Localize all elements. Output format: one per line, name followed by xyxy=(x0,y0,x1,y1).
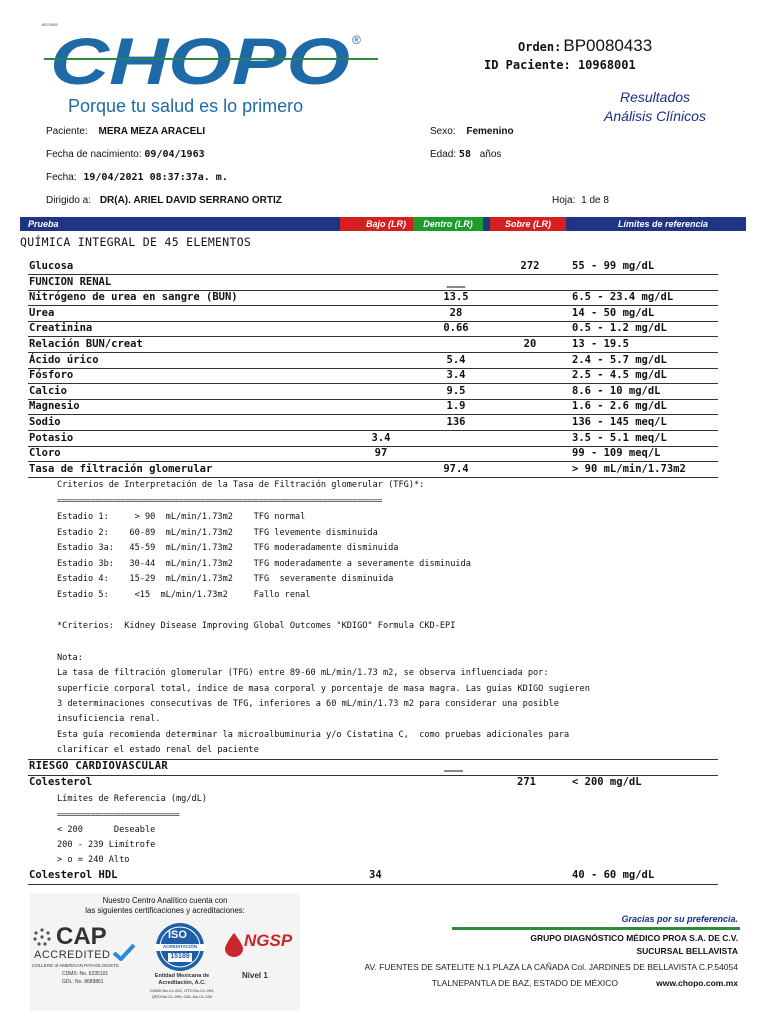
cert-intro xyxy=(30,896,300,916)
cholesterol-note-line: > o = 240 Alto xyxy=(57,855,130,865)
cap-gdl: GDL: No. 8689861 xyxy=(62,979,104,985)
registered-mark: ® xyxy=(352,33,361,47)
order-number: BP0080433 xyxy=(563,36,653,55)
sex-row xyxy=(430,126,514,137)
ngsp-name: NGSP xyxy=(244,931,293,950)
result-row xyxy=(29,338,719,353)
date-row xyxy=(46,172,228,183)
age-unit: años xyxy=(479,149,502,160)
tfg-note-line: Estadio 5: <15 mL/min/1.73m2 Fallo renal xyxy=(57,590,311,600)
doctor-name: DR(A). ARIEL DAVID SERRANO ORTIZ xyxy=(99,195,282,206)
age-label: Edad: xyxy=(430,149,457,160)
document-code: 6570099 xyxy=(42,22,58,27)
cholesterol-note-line: Límites de Referencia (mg/dL) xyxy=(57,794,208,804)
value-dentro: 136 xyxy=(446,416,466,428)
dob-row xyxy=(46,149,205,160)
result-row xyxy=(29,354,719,369)
row-divider xyxy=(28,414,718,415)
cholesterol-note-line: < 200 Deseable xyxy=(57,825,156,835)
value-sobre: 271 xyxy=(517,776,536,788)
row-divider xyxy=(28,461,718,462)
result-row xyxy=(29,260,719,275)
test-name: Calcio xyxy=(29,385,67,397)
iso-small-line2: QRO:No.CL-095, GDL:No.CL-030 xyxy=(151,993,213,999)
header-dentro: Dentro (LR) xyxy=(413,217,483,231)
order-block xyxy=(518,36,652,56)
tfg-note-line: Estadio 4: 15-29 mL/min/1.73m2 TFG severamente disminuida xyxy=(57,574,394,584)
test-name: Tasa de filtración glomerular xyxy=(29,463,213,475)
value-dentro: 3.4 xyxy=(446,369,466,381)
row-divider xyxy=(28,336,718,337)
patient-name-row xyxy=(46,126,205,137)
result-row xyxy=(29,291,719,306)
reference-range: 0.5 - 1.2 mg/dL xyxy=(572,322,667,334)
tfg-note-line: clarificar el estado renal del paciente xyxy=(57,745,259,755)
reference-range: 2.4 - 5.7 mg/dL xyxy=(572,354,667,366)
chopo-logo-mark xyxy=(44,26,378,96)
value-dentro: 0.66 xyxy=(443,322,469,334)
test-name: Urea xyxy=(29,307,55,319)
results-title-line2: Análisis Clínicos xyxy=(604,108,706,124)
results-header-bar xyxy=(20,217,746,231)
reference-range: 40 - 60 mg/dL xyxy=(572,869,655,881)
ngsp-level: Nivel 1 xyxy=(242,971,268,980)
branch-name: SUCURSAL BELLAVISTA xyxy=(636,946,738,956)
header-prueba: Prueba xyxy=(28,219,59,229)
row-divider xyxy=(28,305,718,306)
header-sobre: Sobre (LR) xyxy=(490,217,566,231)
iso-number: 15189 xyxy=(170,953,190,960)
value-sobre: 20 xyxy=(523,338,537,350)
test-name: Cloro xyxy=(29,447,61,459)
logo-tagline: Porque tu salud es lo primero xyxy=(68,96,304,116)
results-title-line1: Resultados xyxy=(619,89,691,105)
value-dentro: 9.5 xyxy=(446,385,466,397)
age-value: 58 xyxy=(458,149,471,160)
divider-line xyxy=(28,884,718,885)
test-name: Glucosa xyxy=(29,260,74,272)
reference-range: 55 - 99 mg/dL xyxy=(572,260,655,272)
result-row xyxy=(29,276,719,291)
result-row xyxy=(29,416,719,431)
result-row xyxy=(29,307,719,322)
dob-value: 09/04/1963 xyxy=(144,149,205,160)
sex-label: Sexo: xyxy=(430,126,456,137)
page-row xyxy=(552,195,609,206)
city-text: TLALNEPANTLA DE BAZ, ESTADO DE MÉXICO xyxy=(431,978,618,988)
header-bajo: Bajo (LR) xyxy=(340,217,432,231)
reference-range: 2.5 - 4.5 mg/dL xyxy=(572,369,667,381)
reference-range: 136 - 145 meq/L xyxy=(572,416,667,428)
logo-brand-text: CHOPO xyxy=(50,26,350,96)
value-dentro: 97.4 xyxy=(443,463,469,475)
cert-intro-line2: las siguientes certificaciones y acreditaciones: xyxy=(85,906,245,915)
tfg-note-line: Estadio 2: 60-89 mL/min/1.73m2 TFG levemente disminuida xyxy=(57,528,378,538)
cap-dots-icon xyxy=(32,927,52,947)
value-dentro: 5.4 xyxy=(446,354,466,366)
ngsp-drop-icon xyxy=(222,931,246,957)
cap-cdmx: CDMX: No. 6235101 xyxy=(62,971,109,977)
company-name: GRUPO DIAGNÓSTICO MÉDICO PROA S.A. DE C.V. xyxy=(530,933,738,943)
test-name: FUNCION RENAL xyxy=(29,276,112,288)
test-name: Colesterol xyxy=(29,776,93,788)
cert-intro-line1: Nuestro Centro Analítico cuenta con xyxy=(102,896,228,905)
row-divider xyxy=(28,477,718,478)
cholesterol-note-line: 200 - 239 Limítrofe xyxy=(57,840,156,850)
result-row xyxy=(29,322,719,337)
patient-name: MERA MEZA ARACELI xyxy=(98,126,206,137)
result-row xyxy=(29,447,719,462)
reference-range: 13 - 19.5 xyxy=(572,338,629,350)
result-row xyxy=(29,385,719,400)
tfg-note-line: *Criterios: Kidney Disease Improving Global Outcomes "KDIGO" Formula CKD-EPI xyxy=(57,621,456,631)
result-row-hdl xyxy=(29,869,719,884)
iso-top: ISO xyxy=(168,929,187,941)
test-name: Sodio xyxy=(29,416,61,428)
reference-range: > 90 mL/min/1.73m2 xyxy=(572,463,686,475)
order-label: Orden: xyxy=(518,40,562,54)
reference-range: 8.6 - 10 mg/dL xyxy=(572,385,661,397)
patient-id-block xyxy=(484,58,636,72)
doctor-label: Dirigido a: xyxy=(46,195,92,206)
tfg-note-line: Criterios de Interpretación de la Tasa de Filtración glomerular (TFG)*: xyxy=(57,480,425,490)
iso-caption-line2: Acreditación, A.C. xyxy=(158,980,206,986)
test-name: Relación BUN/creat xyxy=(29,338,143,350)
tfg-note-line: La tasa de filtración glomerular (TFG) entre 89-60 mL/min/1.73 m2, se observa influenciada por: xyxy=(57,668,549,678)
value-sobre: 272 xyxy=(520,260,540,272)
reference-range: 6.5 - 23.4 mg/dL xyxy=(572,291,674,303)
result-row xyxy=(29,400,719,415)
iso-caption xyxy=(142,973,222,987)
section-riesgo: RIESGO CARDIOVASCULAR xyxy=(29,760,169,772)
page-label: Hoja: xyxy=(552,195,576,206)
tfg-note-line: Esta guía recomienda determinar la microalbuminuria y/o Cistatina C, como pruebas adicionales para xyxy=(57,730,570,740)
sex-value: Femenino xyxy=(466,126,514,137)
dob-label: Fecha de nacimiento: xyxy=(46,149,142,160)
tfg-note-line: Nota: xyxy=(57,653,83,663)
tfg-note-line: insuficiencia renal. xyxy=(57,714,161,724)
thanks-text: Gracias por su preferencia. xyxy=(621,914,738,924)
checkmark-icon xyxy=(112,943,136,961)
reference-range: 1.6 - 2.6 mg/dL xyxy=(572,400,667,412)
row-divider xyxy=(28,352,718,353)
age-row xyxy=(430,149,501,160)
patient-id-label: ID Paciente: xyxy=(484,58,571,72)
date-value: 19/04/2021 08:37:37a. m. xyxy=(83,172,228,183)
tfg-note-line: 3 determinaciones consecutivas de TFG, inferiores a 60 mL/min/1.73 m2 para considerar una posible xyxy=(57,699,559,709)
row-divider xyxy=(28,430,718,431)
green-rule xyxy=(452,927,740,930)
test-name: Ácido úrico xyxy=(29,354,99,366)
value-dentro: 28 xyxy=(449,307,463,319)
iso-band: ACREDITACIÓN xyxy=(162,944,198,949)
iso-caption-line1: Entidad Mexicana de xyxy=(154,973,210,979)
test-name: Fósforo xyxy=(29,369,74,381)
cap-college: COLLEGE of AMERICAN PATHOLOGISTS xyxy=(32,963,119,968)
tfg-note-line: superficie corporal total, índice de masa corporal y porcentaje de masa magra. Las guías KDIGO sugieren xyxy=(57,684,590,694)
value-dentro: 1.9 xyxy=(446,400,466,412)
page-value: 1 de 8 xyxy=(581,195,609,206)
value-dentro: ___ xyxy=(446,276,466,288)
tfg-note-line: ============================================================================= xyxy=(57,496,382,505)
value-bajo: 34 xyxy=(369,869,382,881)
reference-range: 99 - 109 meq/L xyxy=(572,447,661,459)
iso-small xyxy=(136,988,228,999)
doctor-row xyxy=(46,195,282,206)
section-riesgo-blank: ___ xyxy=(444,760,463,772)
test-name: Nitrógeno de urea en sangre (BUN) xyxy=(29,291,238,303)
patient-id-value: 10968001 xyxy=(577,58,636,72)
header-limites: Límites de referencia xyxy=(617,219,709,229)
reference-range: < 200 mg/dL xyxy=(572,776,642,788)
result-row xyxy=(29,463,719,478)
certifications-panel xyxy=(30,893,300,1011)
value-bajo: 3.4 xyxy=(371,432,391,444)
result-row xyxy=(29,369,719,384)
results-title xyxy=(590,88,720,126)
cholesterol-note-line: ============================= xyxy=(57,810,180,819)
patient-name-label: Paciente: xyxy=(46,126,88,137)
section-quimica: QUÍMICA INTEGRAL DE 45 ELEMENTOS xyxy=(20,235,252,249)
test-name: Potasio xyxy=(29,432,74,444)
test-name: Colesterol HDL xyxy=(29,869,118,881)
cap-name: CAP xyxy=(56,923,107,950)
reference-range: 14 - 50 mg/dL xyxy=(572,307,655,319)
date-label: Fecha: xyxy=(46,172,77,183)
tfg-note-line: Estadio 1: > 90 mL/min/1.73m2 TFG normal xyxy=(57,512,306,522)
row-divider xyxy=(28,274,718,275)
value-dentro: 13.5 xyxy=(443,291,469,303)
test-name: Magnesio xyxy=(29,400,80,412)
cap-accredited: ACCREDITED xyxy=(34,949,111,961)
reference-range: 3.5 - 5.1 meq/L xyxy=(572,432,667,444)
address-text: AV. FUENTES DE SATELITE N.1 PLAZA LA CAÑADA Col. JARDINES DE BELLAVISTA C.P.54054 xyxy=(364,962,738,972)
result-row-colesterol xyxy=(29,776,719,791)
iso-small-line1: CDMX:No.CL-001, GTO:No.CL-094, xyxy=(149,988,215,993)
tfg-note-line: Estadio 3a: 45-59 mL/min/1.73m2 TFG moderadamente disminuida xyxy=(57,543,399,553)
test-name: Creatinina xyxy=(29,322,93,334)
row-divider xyxy=(28,383,718,384)
result-row xyxy=(29,432,719,447)
tfg-note-line: Estadio 3b: 30-44 mL/min/1.73m2 TFG moderadamente a severamente disminuida xyxy=(57,559,471,569)
website-link[interactable]: www.chopo.com.mx xyxy=(656,978,738,988)
value-bajo: 97 xyxy=(374,447,388,459)
